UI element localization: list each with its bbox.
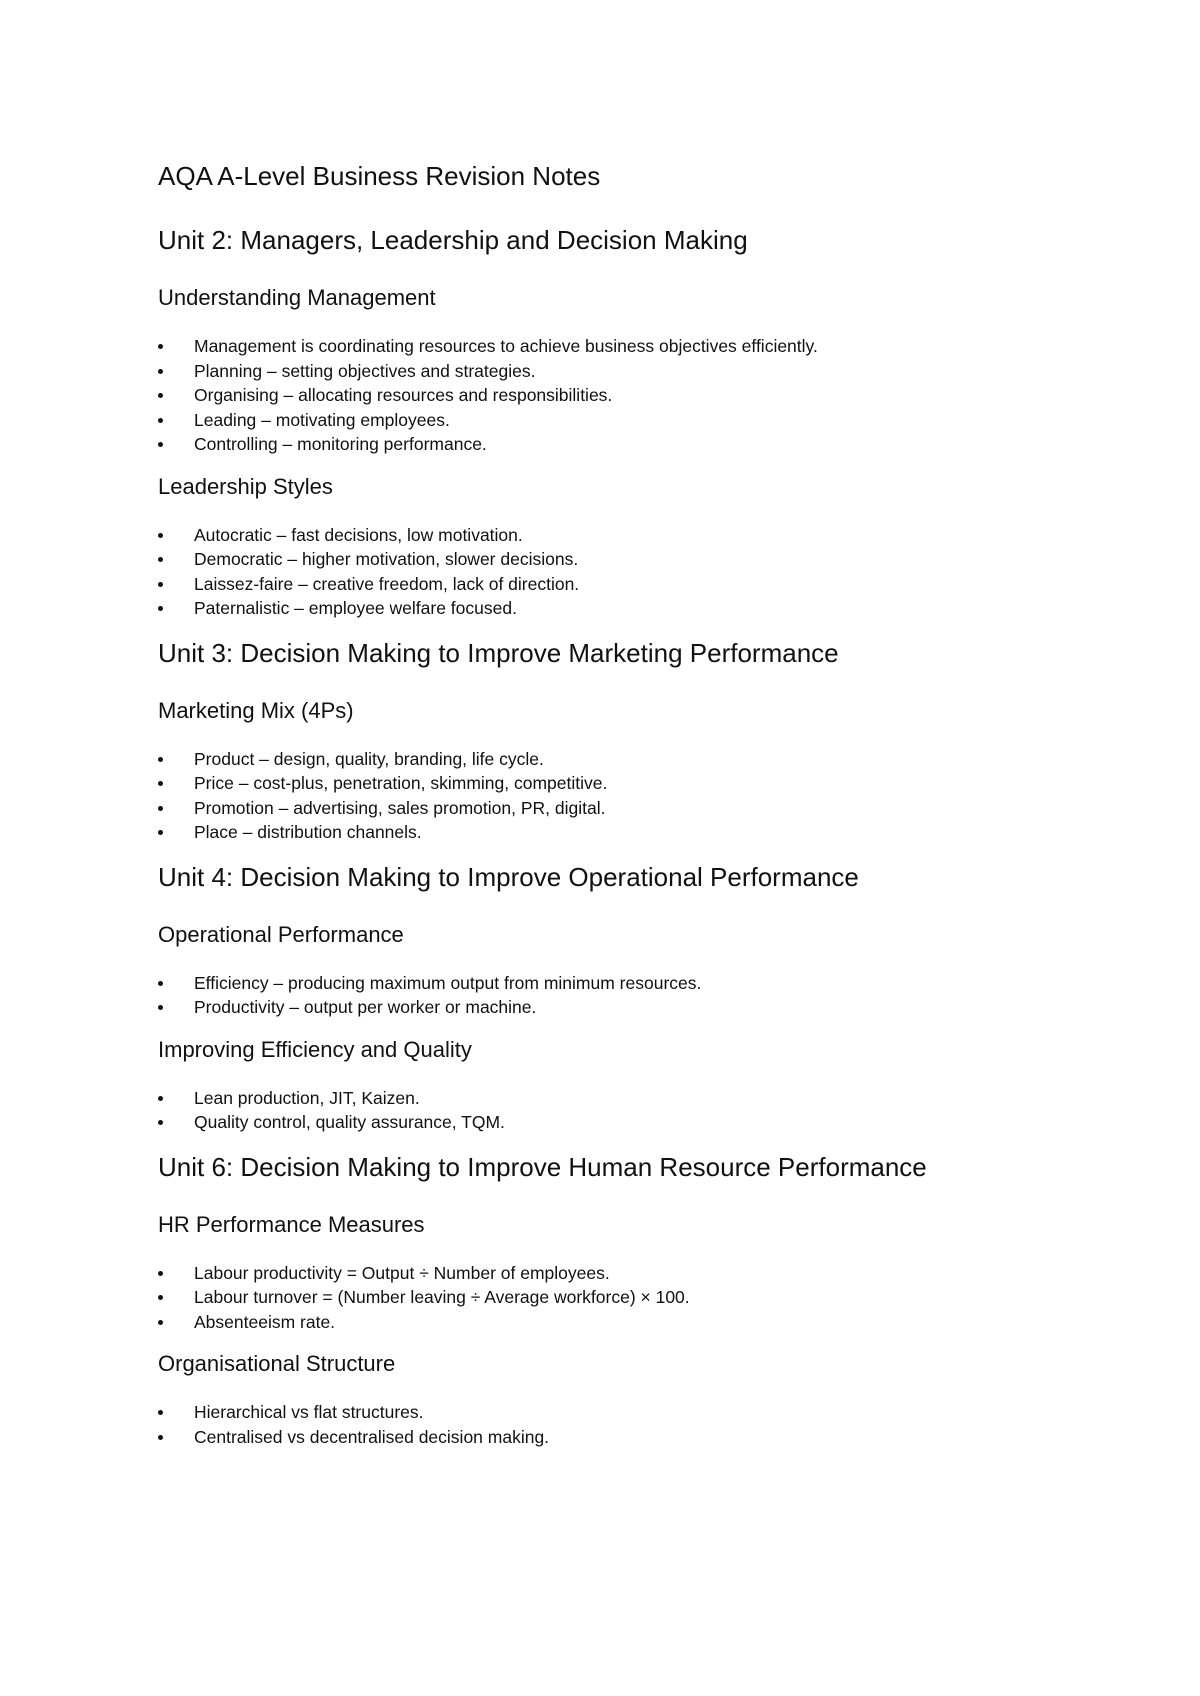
list-item: [158, 547, 1118, 572]
bullet-list: [158, 523, 1118, 621]
bullet-icon: [158, 557, 163, 562]
unit-title: Unit 6: Decision Making to Improve Human Resource Performance: [158, 1151, 927, 1182]
list-item: [158, 796, 1118, 821]
bullet-icon: [158, 1320, 163, 1325]
list-item: [158, 1261, 1118, 1286]
bullet-icon: [158, 582, 163, 587]
bullet-icon: [158, 830, 163, 835]
section-title: Organisational Structure: [158, 1351, 396, 1376]
section-understanding-management: [158, 282, 1118, 457]
bullet-icon: [158, 1096, 163, 1101]
list-item-text: Lean production, JIT, Kaizen.: [194, 1087, 420, 1108]
list-item-text: Place – distribution channels.: [194, 822, 422, 842]
list-item-text: Productivity – output per worker or machine.: [194, 997, 537, 1017]
bullet-list: [158, 971, 1118, 1020]
list-item: [158, 1400, 1118, 1425]
list-item-text: Management is coordinating resources to achieve business objectives efficiently.: [194, 336, 818, 356]
bullet-icon: [158, 1410, 163, 1415]
section-organisational-structure: [158, 1348, 1118, 1449]
section-title: Marketing Mix (4Ps): [158, 697, 354, 723]
list-item-text: Autocratic – fast decisions, low motivation.: [194, 524, 523, 545]
list-item-text: Planning – setting objectives and strategies.: [194, 360, 536, 381]
bullet-icon: [158, 781, 163, 786]
bullet-icon: [158, 393, 163, 398]
bullet-list: [158, 334, 1118, 457]
section-title: Improving Efficiency and Quality: [158, 1036, 472, 1062]
list-item-text: Labour productivity = Output ÷ Number of employees.: [194, 1262, 610, 1283]
bullet-list: [158, 747, 1118, 845]
list-item-text: Centralised vs decentralised decision making.: [194, 1426, 550, 1447]
list-item: [158, 334, 1118, 359]
bullet-list: [158, 1400, 1118, 1449]
bullet-icon: [158, 1435, 163, 1440]
section-title: Leadership Styles: [158, 473, 333, 499]
bullet-icon: [158, 418, 163, 423]
list-item: [158, 359, 1118, 384]
list-item-text: Efficiency – producing maximum output from minimum resources.: [194, 972, 702, 993]
list-item: [158, 1425, 1118, 1450]
unit-title: Unit 3: Decision Making to Improve Marketing Performance: [158, 637, 839, 668]
list-item-text: Absenteeism rate.: [194, 1311, 336, 1332]
list-item-text: Promotion – advertising, sales promotion, PR, digital.: [194, 797, 606, 818]
bullet-icon: [158, 442, 163, 447]
document-page: [158, 156, 1118, 1449]
list-item-text: Hierarchical vs flat structures.: [194, 1402, 424, 1422]
list-item-text: Labour turnover = (Number leaving ÷ Average workforce) × 100.: [194, 1287, 690, 1307]
list-item-text: Organising – allocating resources and responsibilities.: [194, 385, 613, 405]
unit-6: [158, 1147, 1118, 1450]
list-item-text: Controlling – monitoring performance.: [194, 434, 487, 454]
bullet-icon: [158, 981, 163, 986]
bullet-icon: [158, 533, 163, 538]
section-hr-performance-measures: [158, 1209, 1118, 1335]
list-item: [158, 1285, 1118, 1310]
list-item: [158, 408, 1118, 433]
list-item: [158, 1310, 1118, 1335]
bullet-icon: [158, 757, 163, 762]
list-item: [158, 747, 1118, 772]
section-title: HR Performance Measures: [158, 1211, 425, 1237]
list-item: [158, 1110, 1118, 1135]
list-item-text: Democratic – higher motivation, slower decisions.: [194, 549, 579, 569]
document-title: AQA A-Level Business Revision Notes: [158, 161, 601, 191]
unit-2: [158, 220, 1118, 621]
bullet-icon: [158, 606, 163, 611]
bullet-icon: [158, 1120, 163, 1125]
unit-3: [158, 633, 1118, 845]
section-improving-efficiency: [158, 1034, 1118, 1135]
bullet-icon: [158, 344, 163, 349]
list-item: [158, 771, 1118, 796]
bullet-list: [158, 1261, 1118, 1335]
list-item-text: Leading – motivating employees.: [194, 409, 450, 430]
list-item-text: Product – design, quality, branding, life cycle.: [194, 748, 544, 769]
list-item-text: Quality control, quality assurance, TQM.: [194, 1112, 505, 1132]
section-title: Operational Performance: [158, 921, 404, 947]
bullet-icon: [158, 806, 163, 811]
bullet-icon: [158, 1295, 163, 1300]
list-item: [158, 383, 1118, 408]
list-item: [158, 971, 1118, 996]
list-item-text: Laissez-faire – creative freedom, lack of direction.: [194, 573, 580, 594]
section-marketing-mix: [158, 695, 1118, 845]
list-item: [158, 523, 1118, 548]
bullet-icon: [158, 369, 163, 374]
list-item: [158, 1086, 1118, 1111]
bullet-list: [158, 1086, 1118, 1135]
list-item-text: Paternalistic – employee welfare focused.: [194, 598, 517, 618]
list-item: [158, 432, 1118, 457]
list-item: [158, 596, 1118, 621]
bullet-icon: [158, 1005, 163, 1010]
list-item-text: Price – cost-plus, penetration, skimming, competitive.: [194, 773, 608, 793]
list-item: [158, 995, 1118, 1020]
section-title: Understanding Management: [158, 285, 436, 310]
unit-title: Unit 4: Decision Making to Improve Operational Performance: [158, 861, 859, 892]
bullet-icon: [158, 1271, 163, 1276]
unit-4: [158, 857, 1118, 1135]
section-operational-performance: [158, 919, 1118, 1020]
section-leadership-styles: [158, 471, 1118, 621]
unit-title: Unit 2: Managers, Leadership and Decision Making: [158, 225, 748, 255]
list-item: [158, 820, 1118, 845]
list-item: [158, 572, 1118, 597]
